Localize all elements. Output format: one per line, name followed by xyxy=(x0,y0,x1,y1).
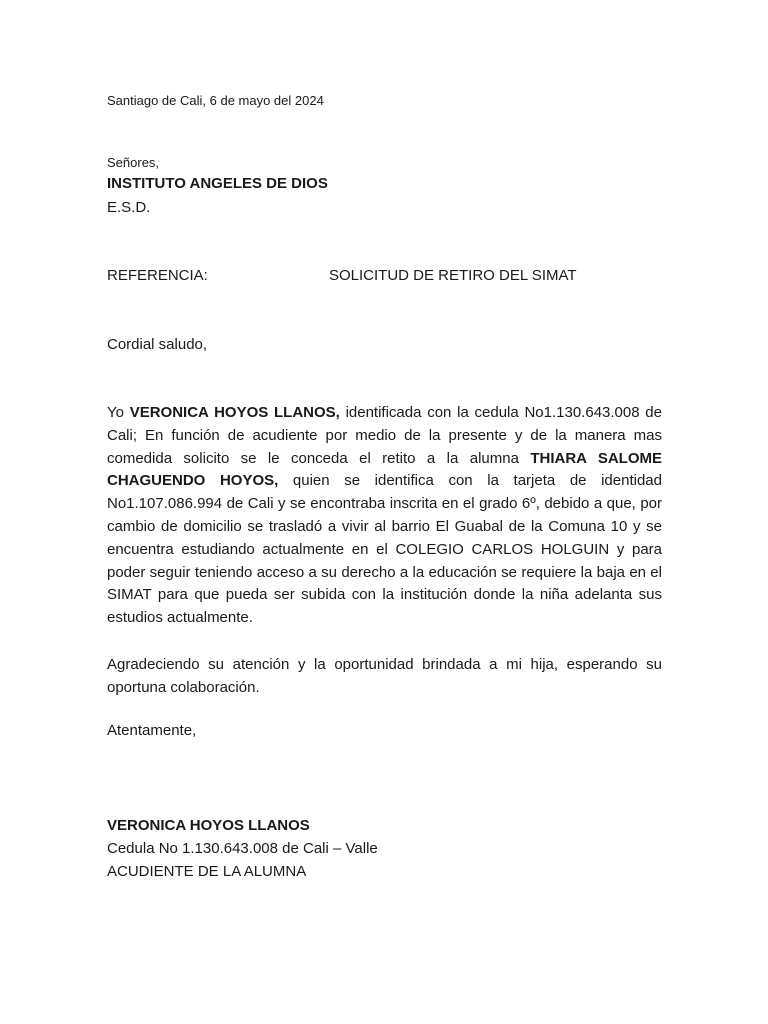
reference-value: SOLICITUD DE RETIRO DEL SIMAT xyxy=(329,267,577,284)
thanks-paragraph: Agradeciendo su atención y la oportunidad brindada a mi hija, esperando su oportuna colaboración. xyxy=(107,656,662,696)
recipient-institution: INSTITUTO ANGELES DE DIOS xyxy=(107,175,328,192)
closing: Atentamente, xyxy=(107,722,197,739)
signature-role: ACUDIENTE DE LA ALUMNA xyxy=(107,863,307,880)
date-line: Santiago de Cali, 6 de mayo del 2024 xyxy=(107,93,324,108)
esd-line: E.S.D. xyxy=(107,199,151,216)
body-text-2: identificada con la cedula No1.130.643.008 de Cali; En función de acudiente por medio de la presente y de la manera mas comedida solicito se le conceda el retito a la alumna xyxy=(107,404,662,467)
body-text-1: Yo xyxy=(107,404,130,421)
signature-block xyxy=(107,814,662,883)
salutation: Señores, xyxy=(107,155,160,170)
body-paragraph xyxy=(107,402,662,630)
signature-id-line: Cedula No 1.130.643.008 de Cali – Valle xyxy=(107,840,378,857)
reference-label: REFERENCIA: xyxy=(107,267,208,284)
student-name-bold: THIARA SALOME CHAGUENDO HOYOS, xyxy=(107,449,662,490)
greeting: Cordial saludo, xyxy=(107,336,208,353)
sender-name-bold: VERONICA HOYOS LLANOS, xyxy=(129,404,340,421)
body-text-3: quien se identifica con la tarjeta de identidad No1.107.086.994 de Cali y se encontraba inscrita en el grado 6º, debido a que, por cambio de domicilio se trasladó a vivir al barrio El Guabal de la Comuna 10 y se encuentra estudiando actualmente en el COLEGIO CARLOS HOLGUIN y para poder seguir teniendo acceso a su derecho a la educación se requiere la baja en el SIMAT para que pueda ser subida con la institución donde la niña adelanta sus estudios actualmente. xyxy=(107,472,662,627)
signature-name: VERONICA HOYOS LLANOS xyxy=(107,817,310,834)
